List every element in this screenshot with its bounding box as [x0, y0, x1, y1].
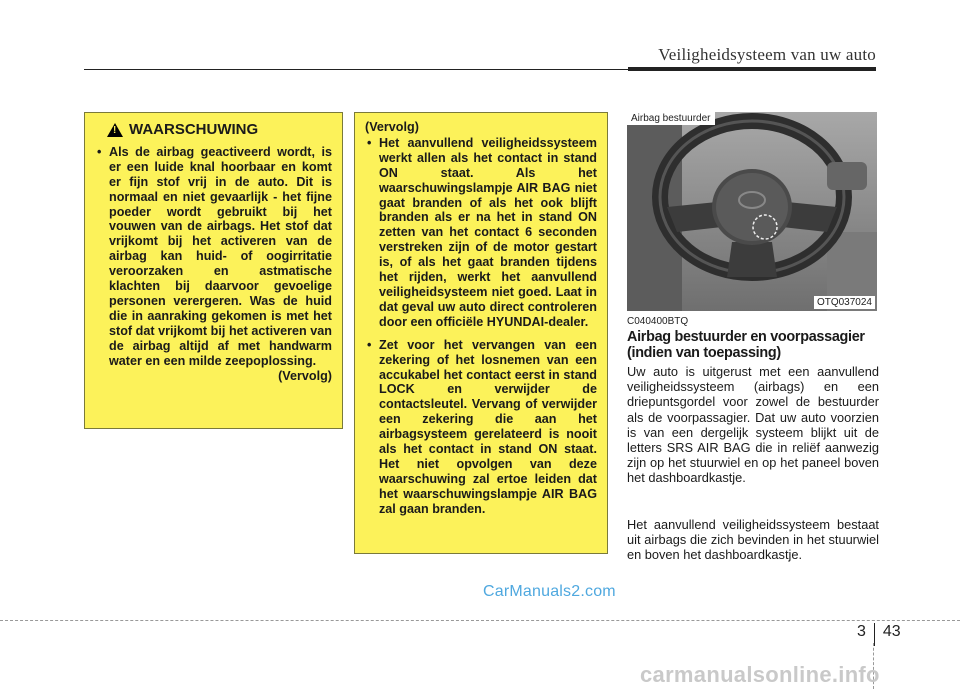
continued-list — [365, 136, 597, 517]
figure-caption-label: Airbag bestuurder — [627, 112, 715, 125]
warning-list — [95, 145, 332, 369]
page-number-value: 43 — [882, 623, 901, 640]
warning-box — [84, 112, 343, 429]
continued-heading: (Vervolg) — [365, 120, 419, 134]
continued-item: • Het aanvullend veiligheidssysteem werkt allen als het contact in stand ON staat. Als het waarschuwingslampje AIR BAG niet gaat branden of als het ook blijft branden als er na het in stand ON zetten van het contact 6 seconden verstreken zijn of de motor gestart is, of als het gaat branden tijdens het rijden, werkt het aanvullend veiligheidsysteem niet goed. Laat in dat geval uw auto direct controleren door een officiële HYUNDAI-dealer. — [365, 136, 597, 330]
warning-triangle-icon: ! — [107, 123, 123, 137]
chapter-number: 3 — [857, 623, 866, 640]
watermark-bottom: carmanualsonline.info — [640, 662, 880, 687]
watermark-top-link[interactable]: CarManuals2.com — [483, 583, 616, 600]
warning-item: • Als de airbag geactiveerd wordt, is er een luide knal hoorbaar en komt er fijn stof vrij in de auto. Dit is normaal en niet gevaarlijk - het fijne poeder wordt gebruikt bij het vouwen van de airbags. Het stof dat vrijkomt bij het activeren van de airbag kan huid- of oogirritatie veroorzaken en astmatische klachten bij daarvoor gevoelige personen verergeren. Was de huid die in aanraking gekomen is met het stof dat vrijkomt bij het activeren van de airbag altijd af met handwarm water en een milde zeepoplossing. — [95, 145, 332, 369]
header-rule-accent — [628, 67, 876, 71]
section-header-title: Veiligheidsysteem van uw auto — [658, 45, 876, 64]
warning-heading-text: WAARSCHUWING — [129, 121, 259, 138]
continued-warning-box — [354, 112, 608, 554]
warning-continued-note: (Vervolg) — [278, 368, 332, 383]
warning-heading — [107, 123, 332, 138]
section-paragraph: Het aanvullend veiligheidssysteem bestaat uit airbags die zich bevinden in het stuurwiel en boven het dashboardkastje. — [627, 517, 879, 563]
section-paragraph: Uw auto is uitgerust met een aanvullend veiligheidssysteem (airbags) en een driepuntsgordel voor zowel de bestuurder als de voorpassagier. Dat uw auto voorzien is van een dergelijk systeem blijkt uit de letters SRS AIR BAG die in reliëf aanwezig zijn op het stuurwiel en op het paneel boven het dashboardkastje. — [627, 364, 879, 486]
section-code: C040400BTQ — [627, 316, 689, 327]
steering-wheel-illustration — [627, 112, 877, 311]
figure-code: OTQ037024 — [814, 296, 875, 309]
page-number-separator — [874, 623, 875, 646]
section-title: Airbag bestuurder en voorpassagier (indien van toepassing) — [627, 329, 865, 361]
footer-rule — [0, 620, 960, 621]
page-number — [857, 623, 901, 646]
steering-wheel-figure — [627, 112, 877, 311]
continued-item: • Zet voor het vervangen van een zekering of het losnemen van een accukabel het contact eerst in stand LOCK en verwijder de contactsleutel. Vervang of verwijder een zekering die aan het airbagsysteem gerelateerd is nooit als het contact in stand ON staat. Het niet opvolgen van deze waarschuwing zal ertoe leiden dat het waarschuwingslampje AIR BAG zal gaan branden. — [365, 338, 597, 517]
